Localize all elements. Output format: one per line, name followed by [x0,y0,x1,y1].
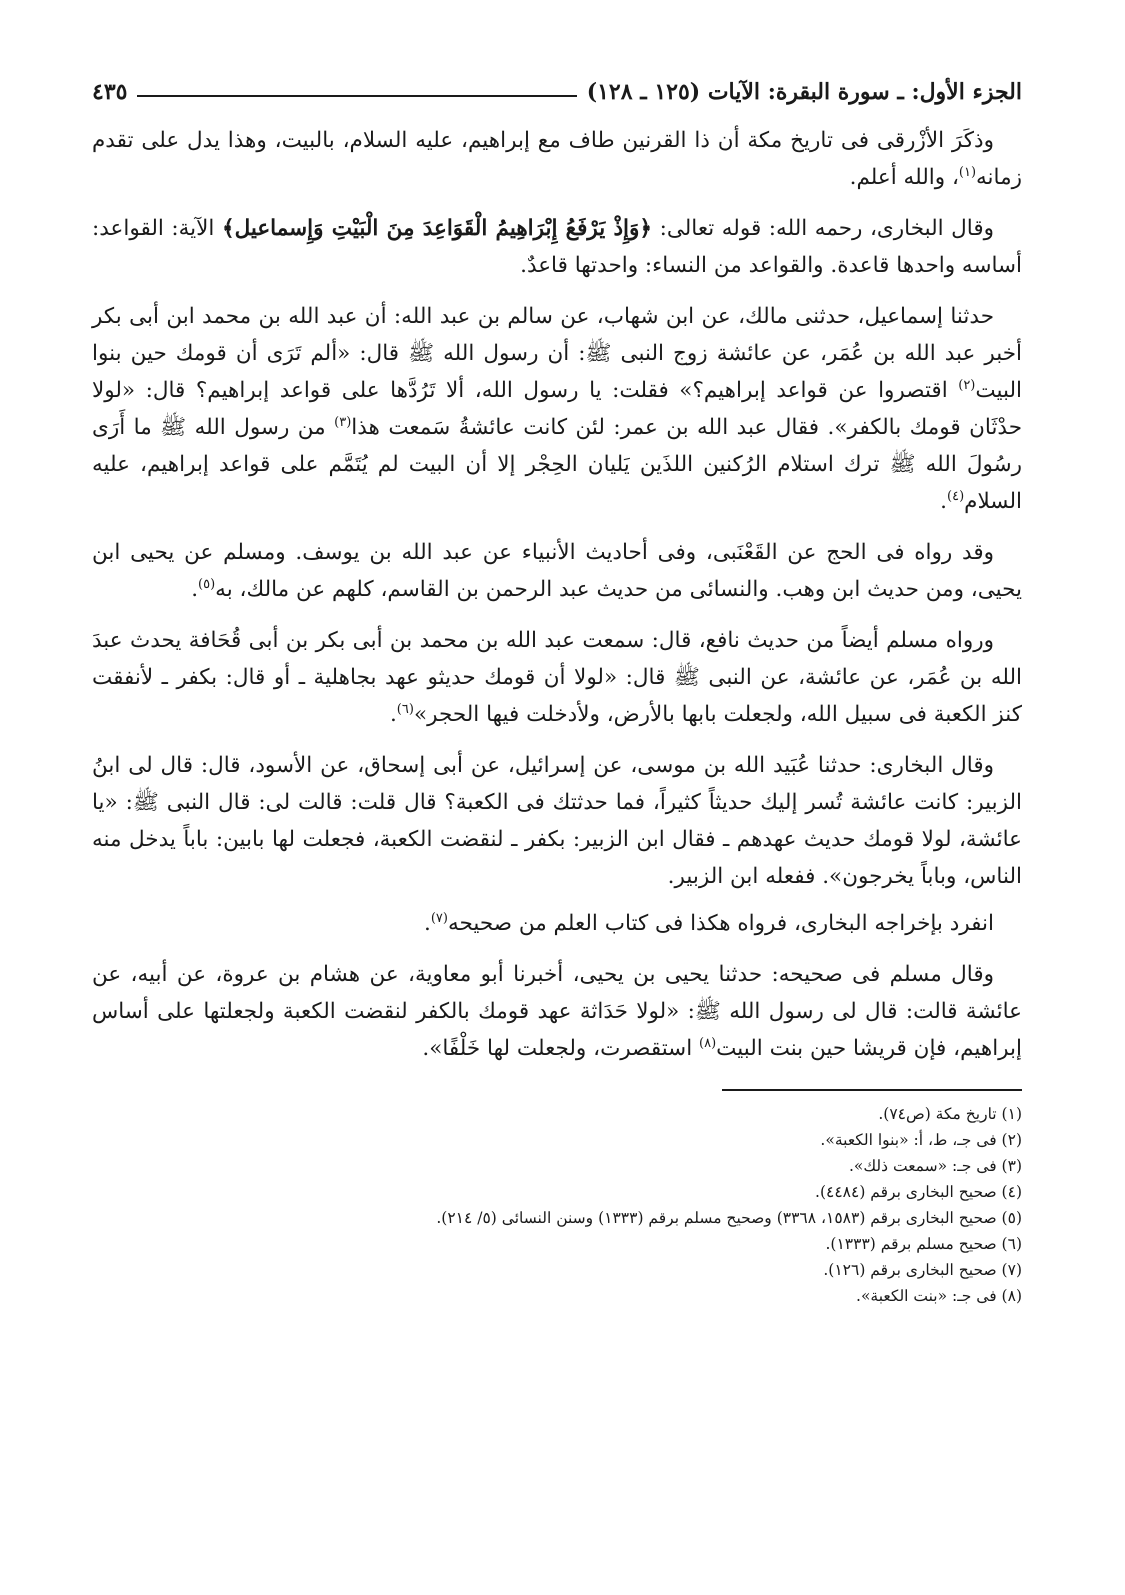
page-number: ٤٣٥ [92,79,128,105]
footnote-marker: (٨) [699,1035,717,1051]
text-segment: وقال البخارى، رحمه الله: قوله تعالى: [652,216,994,241]
footnote: (٣) فى جـ: «سمعت ذلك». [848,1157,1022,1175]
footnote: (٨) فى جـ: «بنت الكعبة». [856,1287,1022,1305]
text-segment: الآية: القواعد: أساسه واحدها قاعدة. والقواعد من النساء: واحدتها قاعدٌ. [92,216,1022,278]
footnote: (٢) فى جـ، ط، أ: «بنوا الكعبة». [820,1131,1022,1149]
footnote-marker: (١) [958,164,977,180]
paragraph [92,298,1022,520]
paragraph [92,747,1022,895]
text-segment: ورواه مسلم أيضاً من حديث نافع، قال: سمعت عبد الله بن محمد بن أبى بكر بن أبى قُحَافة يحدث عبدَ الله بن عُمَر، عن عائشة، عن النبى ﷺ قال: «لولا أن قومك حديثو عهد بجاهلية ـ أو قال: بكفر ـ لأنفقت كنز الكعبة فى سبيل الله، ولجعلت بابها بالأرض، ولأدخلت فيها الحجر» [92,628,1022,727]
text-segment: حدثنا إسماعيل، حدثنى مالك، عن ابن شهاب، عن سالم بن عبد الله: أن عبد الله بن محمد ابن أبى بكر أخبر عبد الله بن عُمَر، عن عائشة زوج النبى ﷺ: أن رسول الله ﷺ قال: «ألم تَرَى أن قومك حين بنوا البيت [92,304,1022,403]
footnotes-list [92,1101,1022,1309]
paragraph [92,210,1022,284]
footnote-separator [722,1089,1022,1091]
text-segment: وقال مسلم فى صحيحه: حدثنا يحيى بن يحيى، أخبرنا أبو معاوية، عن هشام بن عروة، عن أبيه، عن عائشة قالت: قال لى رسول الله ﷺ: «لولا حَدَاثة عهد قومك بالكفر لنقضت الكعبة ولجعلتها على أساس إبراهيم، فإن قريشا حين بنت البيت [92,962,1022,1061]
text-segment: وقال البخارى: حدثنا عُبَيد الله بن موسى، عن إسرائيل، عن أبى إسحاق، عن الأسود، قال: قال لى ابنُ الزبير: كانت عائشة تُسر إليك حديثاً كثيراً، فما حدثتك فى الكعبة؟ قال قلت: قالت لى: قال النبى ﷺ: «يا عائشة، لولا قومك حديث عهدهم ـ فقال ابن الزبير: بكفر ـ لنقضت الكعبة، فجعلت لها بابين: باباً يدخل منه الناس، وباباً يخرجون». ففعله ابن الزبير. [92,753,1022,889]
text-segment: . [191,577,199,602]
text-segment: استقصرت، ولجعلت لها خَلْفًا». [422,1036,699,1061]
text-segment: . [940,489,947,514]
footnote: (٥) صحيح البخارى برقم (١٥٨٣، ٣٣٦٨) وصحيح مسلم برقم (١٣٣٣) وسنن النسائى (٥/ ٢١٤). [436,1209,1022,1227]
paragraph [92,534,1022,608]
footnote: (٤) صحيح البخارى برقم (٤٤٨٤). [815,1183,1022,1201]
footnote-marker: (٥) [198,576,216,592]
text-segment: وذكَرَ الأزْرقى فى تاريخ مكة أن ذا القرنين طاف مع إبراهيم، عليه السلام، بالبيت، وهذا يدل على تقدم زمانه [92,128,1022,190]
text-segment: وقد رواه فى الحج عن القَعْنَبى، وفى أحاديث الأنبياء عن عبد الله بن يوسف. ومسلم عن يحيى ابن يحيى، ومن حديث ابن وهب. والنسائى من حديث عبد الرحمن بن القاسم، كلهم عن مالك، به [92,540,1022,602]
text-segment: ، والله أعلم. [849,165,959,190]
header-rule [137,95,576,97]
paragraph [92,905,1022,942]
quran-verse: ﴿وَإِذْ يَرْفَعُ إِبْرَاهِيمُ الْقَوَاعِدَ مِنَ الْبَيْتِ وَإِسماعيل﴾ [221,216,652,241]
footnote-marker: (٦) [396,701,414,717]
footnote-marker: (٣) [334,414,352,430]
text-segment: . [423,911,431,936]
text-segment: . [389,702,397,727]
text-segment: اقتصروا عن قواعد إبراهيم؟» فقلت: يا رسول الله، ألا تَرُدَّها على قواعد إبراهيم؟ قال: «لولا حدْثَان قومك بالكفر». فقال عبد الله بن عمر: لئن كانت عائشةُ سَمعت هذا [92,378,1023,440]
text-segment: من رسول الله ﷺ ما أَرَى رسُولَ الله ﷺ ترك استلام الرُكنين اللذَين يَليان الحِجْر إلا أن البيت لم يُتَمَّم على قواعد إبراهيم، عليه السلام [92,415,1022,514]
book-page [92,70,1022,1309]
footnote: (٦) صحيح مسلم برقم (١٣٣٣). [825,1235,1022,1253]
footnote-marker: (٧) [430,910,448,926]
running-header [92,70,1022,114]
footnote-marker: (٤) [947,488,965,504]
footnote: (٧) صحيح البخارى برقم (١٢٦). [823,1261,1022,1279]
footnote: (١) تاريخ مكة (ص٧٤). [878,1105,1022,1123]
footnote-marker: (٢) [958,377,976,393]
main-text [92,122,1022,1067]
paragraph [92,122,1022,196]
paragraph [92,622,1022,733]
running-header-title: الجزء الأول: ـ سورة البقرة: الآيات (١٢٥ ـ ١٢٨) [586,79,1022,105]
text-segment: انفرد بإخراجه البخارى، فرواه هكذا فى كتاب العلم من صحيحه [447,911,994,936]
paragraph [92,956,1022,1067]
